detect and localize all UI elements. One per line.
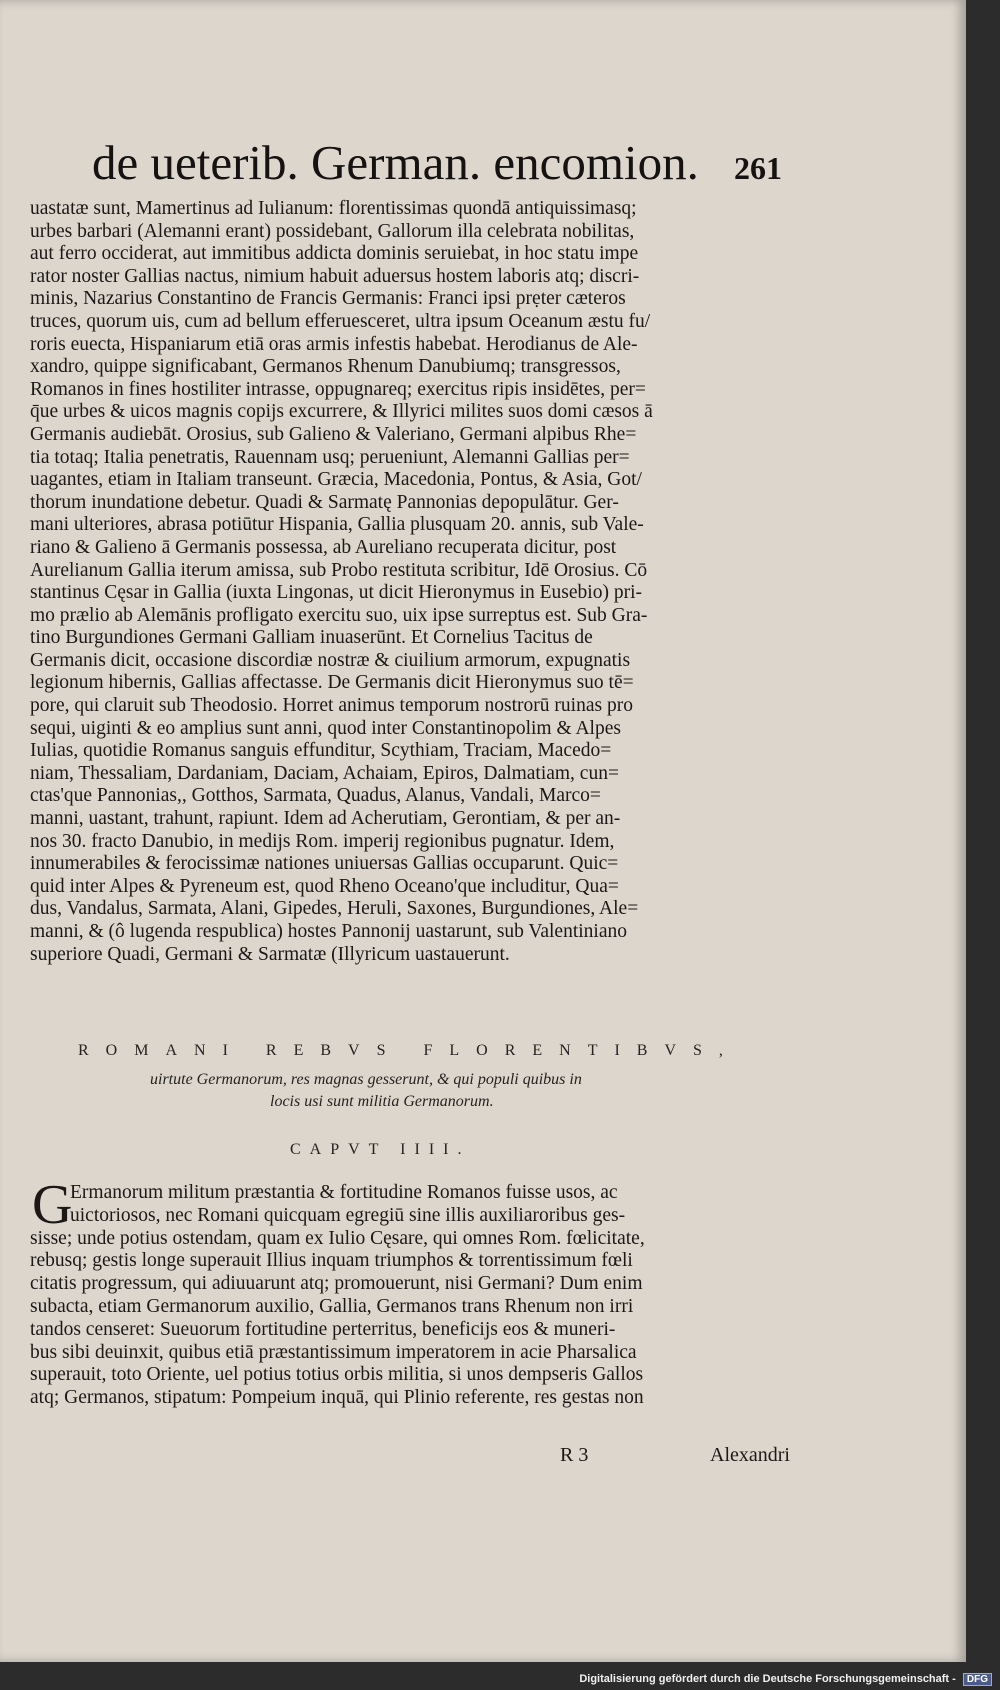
text-line: ctas'que Pannonias,, Gotthos, Sarmata, Quadus, Alanus, Vandali, Marco= bbox=[30, 785, 601, 807]
text-line: uastatæ sunt, Mamertinus ad Iulianum: florentissimas quondā antiquissimasq; bbox=[30, 198, 637, 219]
text-line: Germanis audiebāt. Orosius, sub Galieno & Valeriano, Germani alpibus Rhe= bbox=[30, 423, 637, 445]
drop-cap-initial: G bbox=[32, 1174, 73, 1236]
text-line: q̄ue urbes & uicos magnis copijs excurrere, & Illyrici milites suos domi cæsos ā bbox=[30, 401, 653, 423]
text-line: rator noster Gallias nactus, nimium habuit aduersus hostem laboris atq; discri- bbox=[30, 265, 640, 287]
text-line: superauit, toto Oriente, uel potius totius orbis militia, si unos dempseris Gallos bbox=[30, 1364, 644, 1386]
text-line: Germanis dicit, occasione discordiæ nostræ & ciuilium armorum, expugnatis bbox=[30, 649, 631, 671]
text-line: tino Burgundiones Germani Galliam inuaserūnt. Et Cornelius Tacitus de bbox=[30, 627, 593, 649]
text-line: mo prælio ab Alemānis profligato exercitu suo, uix ipse surreptus est. Sub Gra- bbox=[30, 604, 648, 626]
text-line: aut ferro occiderat, aut immitibus addicta dominis seruiebat, in hoc statu impe bbox=[30, 243, 639, 265]
text-line: dus, Vandalus, Sarmata, Alani, Gipedes, Heruli, Saxones, Burgundiones, Ale= bbox=[30, 898, 639, 920]
text-line: innumerabiles & ferocissimæ nationes uniuersas Gallias occuparunt. Quic= bbox=[30, 853, 619, 875]
text-line: Romanos in fines hostiliter intrasse, oppugnareq; exercitus ripis insidētes, per= bbox=[30, 378, 646, 400]
text-line: manni, & (ô lugenda respublica) hostes Pannonij uastarunt, sub Valentiniano bbox=[30, 921, 627, 942]
page-number: 261 bbox=[734, 150, 782, 186]
text-line: thorum inundatione debetur. Quadi & Sarmatę Pannonias depopulātur. Ger- bbox=[30, 491, 619, 513]
text-line: tia totaq; Italia penetratis, Rauennam usq; perueniunt, Alemanni Gallias per= bbox=[30, 446, 630, 468]
text-line: quid inter Alpes & Pyreneum est, quod Rheno Oceano'que includitur, Qua= bbox=[30, 875, 619, 897]
section-subheading: locis usi sunt militia Germanorum. bbox=[270, 1093, 494, 1110]
text-line: sisse; unde potius ostendam, quam ex Iulio Cęsare, qui omnes Rom. fœlicitate, bbox=[30, 1227, 645, 1249]
text-line: Ermanorum militum præstantia & fortitudine Romanos fuisse usos, ac bbox=[70, 1182, 618, 1203]
section-subheading: uirtute Germanorum, res magnas gesserunt, & qui populi quibus in bbox=[150, 1071, 582, 1088]
text-line: nos 30. fracto Danubio, in medijs Rom. imperij regionibus pugnatur. Idem, bbox=[30, 830, 615, 852]
scan-credit bbox=[579, 1673, 992, 1686]
chapter-title: CAPVT IIII. bbox=[290, 1141, 471, 1158]
section-heading: ROMANI REBVS FLORENTIBVS, bbox=[78, 1042, 740, 1059]
text-line: mani ulteriores, abrasa potiūtur Hispania, Gallia plusquam 20. annis, sub Vale- bbox=[30, 514, 644, 536]
text-line: pore, qui claruit sub Theodosio. Horret animus temporum nostrorū ruinas pro bbox=[30, 695, 633, 717]
scan-credit-text: Digitalisierung gefördert durch die Deutsche Forschungsgemeinschaft - bbox=[579, 1673, 956, 1685]
text-line: uictoriosos, nec Romani quicquam egregiū sine illis auxiliaroribus ges- bbox=[70, 1204, 626, 1226]
page-header bbox=[92, 134, 782, 198]
chapter-text bbox=[30, 1174, 788, 1410]
text-line: niam, Thessaliam, Dardaniam, Daciam, Achaiam, Epiros, Dalmatiam, cun= bbox=[30, 762, 619, 784]
text-line: Iulias, quotidie Romanus sanguis effunditur, Scythiam, Traciam, Macedo= bbox=[30, 740, 612, 762]
text-line: Aurelianum Gallia iterum amissa, sub Probo restituta scribitur, Idē Orosius. Cō bbox=[30, 559, 648, 581]
text-line: riano & Galieno ā Germanis possessa, ab Aureliano recuperata dicitur, post bbox=[30, 536, 617, 558]
text-line: tandos censeret: Sueuorum fortitudine perterritus, beneficijs eos & muneri- bbox=[30, 1318, 616, 1340]
text-line: manni, uastant, trahunt, rapiunt. Idem ad Acherutiam, Gerontiam, & per an- bbox=[30, 808, 621, 830]
text-line: rebusq; gestis longe superauit Illius inquam triumphos & torrentissimum fœli bbox=[30, 1250, 633, 1272]
text-line: bus sibi deuinxit, quibus etiā præstantissimum imperatorem in acie Pharsalica bbox=[30, 1341, 637, 1363]
page-footer bbox=[530, 1444, 790, 1470]
text-line: superiore Quadi, Germani & Sarmatæ (Illyricum uastauerunt. bbox=[30, 943, 510, 965]
text-line: atq; Germanos, stipatum: Pompeium inquā, qui Plinio referente, res gestas non bbox=[30, 1387, 644, 1409]
body-text bbox=[30, 198, 788, 966]
text-line: minis, Nazarius Constantino de Francis Germanis: Franci ipsi prẹter cæteros bbox=[30, 288, 626, 310]
text-line: sequi, uiginti & eo amplius sunt anni, quod inter Constantinopolim & Alpes bbox=[30, 717, 621, 739]
text-line: truces, quorum uis, cum ad bellum efferuesceret, ultra ipsum Oceanum æstu fu/ bbox=[30, 310, 651, 332]
text-line: roris euecta, Hispaniarum etiā oras armis infestis habebat. Herodianus de Ale- bbox=[30, 333, 638, 355]
text-line: xandro, quippe significabant, Germanos Rhenum Danubiumq; transgressos, bbox=[30, 356, 621, 378]
running-title: de ueterib. German. encomion. bbox=[92, 135, 699, 190]
text-line: citatis progressum, qui adiuuarunt atq; promouerunt, nisi Germani? Dum enim bbox=[30, 1273, 643, 1295]
text-line: uagantes, etiam in Italiam transeunt. Græcia, Macedonia, Pontus, & Asia, Got/ bbox=[30, 469, 642, 491]
dfg-logo: DFG bbox=[963, 1673, 992, 1686]
catchword: Alexandri bbox=[710, 1444, 790, 1466]
text-line: urbes barbari (Alemanni erant) possidebant, Gallorum illa celebrata nobilitas, bbox=[30, 220, 635, 242]
signature-mark: R 3 bbox=[560, 1444, 589, 1466]
text-line: stantinus Cęsar in Gallia (iuxta Lingonas, ut dicit Hieronymus in Eusebio) pri- bbox=[30, 582, 642, 604]
text-line: legionum hibernis, Gallias affectasse. De Germanis dicit Hieronymus suo tē= bbox=[30, 672, 634, 694]
text-line: subacta, etiam Germanorum auxilio, Gallia, Germanos trans Rhenum non irri bbox=[30, 1295, 634, 1317]
